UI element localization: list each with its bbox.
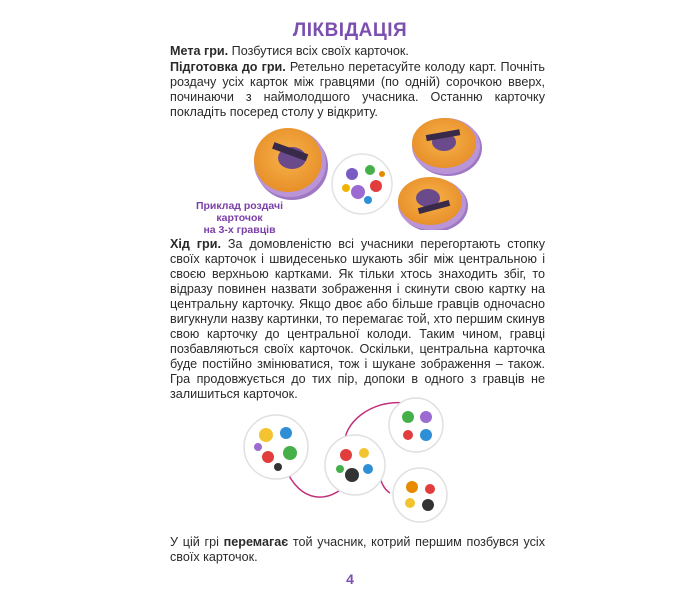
conclusion-paragraph [170, 535, 545, 565]
card-stack-left [254, 128, 328, 200]
player-card-left [244, 415, 308, 479]
preparation-label: Підготовка до гри. [170, 60, 286, 74]
conclusion-text-after: той учасник, котрий першим позбувся усіх своїх карточок. [170, 535, 545, 564]
card-stack-right-bottom [398, 177, 468, 230]
conclusion-text-before: У цій грі [170, 535, 224, 549]
matching-illustration [230, 395, 460, 525]
caption-line-2: на 3-х гравців [203, 224, 276, 236]
game-process-text: За домовленістю всі учасники перегортають стопку своїх карточок і швидесенько шукають збіг між центральною і своєю верхньою картками. Як тільки хтось знаходить збіг, то відразу повинен назвати зображення і скинути свою картку на центральну карточку. Якщо двоє або більше гравців одночасно вигукнули назву картинки, то перемагає той, хто першим скинув свою карточку до центральної колоди. Таким чином, гравці позбавляються своїх карточок. Оскільки, центральна карточка буде постійно змінюватися, тож і шукане зображення – також. Гра продовжується до тих пір, допоки в одного з гравців не залишиться карточок. [170, 237, 545, 401]
game-process-paragraph [170, 237, 545, 402]
center-card [325, 435, 385, 495]
goal-label: Мета гри. [170, 44, 229, 58]
page-title: ЛІКВІДАЦІЯ [292, 20, 408, 41]
central-card [332, 154, 392, 214]
card-stack-right-top [412, 118, 482, 176]
goal-paragraph [170, 44, 545, 59]
page-number: 4 [346, 571, 354, 587]
preparation-text: Ретельно перетасуйте колоду карт. Почніть роздачу усіх карток між гравцями (по одній) сорочкою вверх, починаючи з наймолодшого учасника. Останню карточку покладіть посеред столу у відкриту. [170, 60, 545, 119]
player-card-top-right [389, 398, 443, 452]
game-process-label: Хід гри. [170, 237, 221, 251]
goal-text: Позбутися всіх своїх карточок. [228, 44, 409, 58]
player-card-bottom-right [393, 468, 447, 522]
illustration-caption [172, 200, 307, 236]
caption-line-1: Приклад роздачі карточок [195, 200, 284, 224]
preparation-paragraph [170, 60, 545, 120]
conclusion-bold: перемагає [223, 535, 289, 549]
